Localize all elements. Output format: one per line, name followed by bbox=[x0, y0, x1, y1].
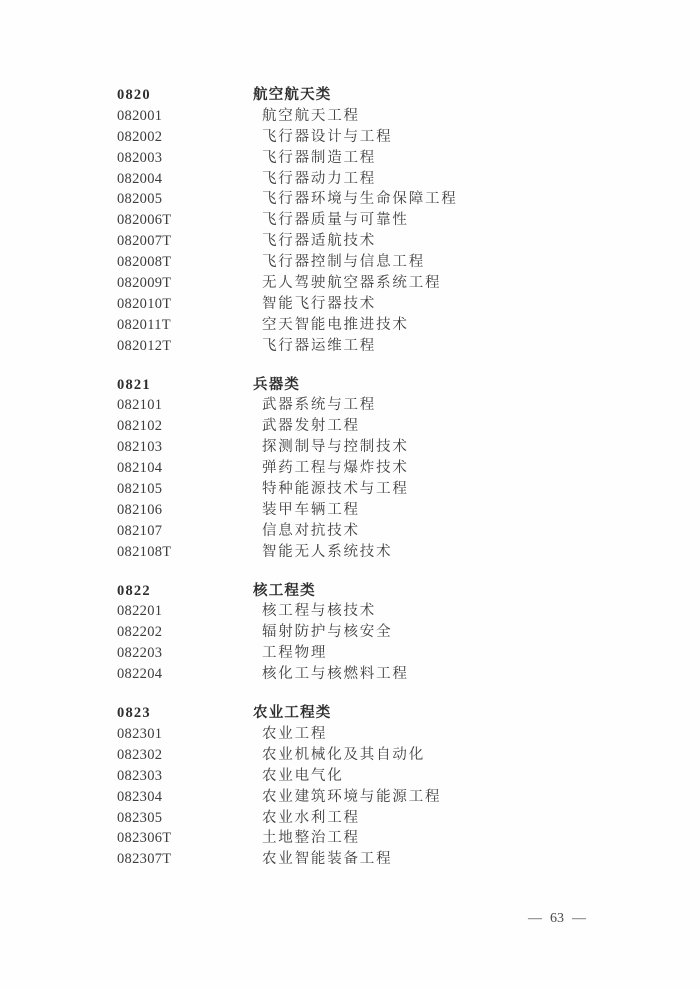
major-row-code: 082107 bbox=[117, 522, 163, 539]
major-row-code: 082106 bbox=[117, 501, 163, 518]
major-row bbox=[117, 148, 660, 169]
major-category-section bbox=[117, 85, 660, 357]
major-row bbox=[117, 273, 660, 294]
major-row-code: 082105 bbox=[117, 481, 163, 498]
major-row-name: 飞行器运维工程 bbox=[262, 337, 377, 354]
major-list bbox=[117, 85, 660, 888]
major-row bbox=[117, 395, 660, 416]
major-row bbox=[117, 601, 660, 622]
major-row-name: 空天智能电推进技术 bbox=[262, 316, 409, 333]
major-row bbox=[117, 127, 660, 148]
major-row-code: 082304 bbox=[117, 788, 163, 805]
major-row bbox=[117, 828, 660, 849]
major-row bbox=[117, 169, 660, 190]
major-row bbox=[117, 622, 660, 643]
major-row bbox=[117, 315, 660, 336]
major-row bbox=[117, 766, 660, 787]
category-row bbox=[117, 85, 660, 106]
major-row bbox=[117, 416, 660, 437]
major-category-section bbox=[117, 375, 660, 563]
major-row-name: 武器系统与工程 bbox=[262, 397, 377, 414]
major-row bbox=[117, 437, 660, 458]
major-row-name: 土地整治工程 bbox=[262, 830, 360, 847]
major-row-name: 飞行器控制与信息工程 bbox=[262, 254, 425, 271]
major-row-code: 082204 bbox=[117, 666, 163, 683]
major-row-name: 无人驾驶航空器系统工程 bbox=[262, 275, 442, 292]
major-row bbox=[117, 849, 660, 870]
major-row-code: 082203 bbox=[117, 645, 163, 662]
major-row bbox=[117, 787, 660, 808]
major-row-name: 信息对抗技术 bbox=[262, 522, 360, 539]
major-row-code: 082101 bbox=[117, 397, 163, 414]
major-row-code: 082004 bbox=[117, 170, 163, 187]
major-row-code: 082001 bbox=[117, 107, 163, 124]
major-row bbox=[117, 500, 660, 521]
major-row bbox=[117, 664, 660, 685]
major-row-code: 082006T bbox=[117, 212, 172, 229]
major-row-name: 航空航天工程 bbox=[262, 107, 360, 124]
major-row bbox=[117, 724, 660, 745]
major-row-name: 智能无人系统技术 bbox=[262, 543, 393, 560]
category-row-name: 核工程类 bbox=[253, 582, 316, 599]
major-row-code: 082002 bbox=[117, 128, 163, 145]
major-row bbox=[117, 294, 660, 315]
major-row bbox=[117, 745, 660, 766]
category-row-name: 农业工程类 bbox=[253, 705, 332, 722]
major-row-name: 飞行器适航技术 bbox=[262, 233, 377, 250]
major-category-section bbox=[117, 703, 660, 870]
footer-right-dash: — bbox=[572, 911, 586, 926]
major-row-name: 农业工程 bbox=[262, 725, 328, 742]
major-row-name: 工程物理 bbox=[262, 645, 328, 662]
footer-left-dash: — bbox=[528, 911, 542, 926]
major-row bbox=[117, 189, 660, 210]
major-row-name: 农业智能装备工程 bbox=[262, 851, 393, 868]
major-row-code: 082010T bbox=[117, 295, 172, 312]
major-row bbox=[117, 479, 660, 500]
major-row-code: 082104 bbox=[117, 460, 163, 477]
category-row-code: 0823 bbox=[117, 705, 151, 722]
major-row-code: 082201 bbox=[117, 603, 163, 620]
major-row-code: 082008T bbox=[117, 254, 172, 271]
major-row-name: 探测制导与控制技术 bbox=[262, 439, 409, 456]
major-row bbox=[117, 336, 660, 357]
major-row-code: 082305 bbox=[117, 809, 163, 826]
major-row bbox=[117, 106, 660, 127]
major-row-code: 082009T bbox=[117, 275, 172, 292]
major-row-name: 辐射防护与核安全 bbox=[262, 624, 393, 641]
major-row-code: 082108T bbox=[117, 543, 172, 560]
major-row-name: 农业机械化及其自动化 bbox=[262, 746, 425, 763]
major-row-code: 082302 bbox=[117, 746, 163, 763]
category-row bbox=[117, 703, 660, 724]
major-row-name: 装甲车辆工程 bbox=[262, 501, 360, 518]
major-row bbox=[117, 643, 660, 664]
major-row-name: 核工程与核技术 bbox=[262, 603, 377, 620]
major-row-code: 082102 bbox=[117, 418, 163, 435]
major-row-code: 082005 bbox=[117, 191, 163, 208]
major-row-name: 农业水利工程 bbox=[262, 809, 360, 826]
category-row-name: 航空航天类 bbox=[253, 87, 332, 103]
major-row-name: 飞行器制造工程 bbox=[262, 149, 377, 166]
page-number: 63 bbox=[550, 911, 564, 926]
major-row-code: 082306T bbox=[117, 830, 172, 847]
major-row bbox=[117, 521, 660, 542]
major-row-name: 飞行器设计与工程 bbox=[262, 128, 393, 145]
major-row-name: 飞行器质量与可靠性 bbox=[262, 212, 409, 229]
major-row bbox=[117, 252, 660, 273]
category-row bbox=[117, 581, 660, 602]
major-row-name: 飞行器动力工程 bbox=[262, 170, 377, 187]
major-row-code: 082007T bbox=[117, 233, 172, 250]
major-row-code: 082003 bbox=[117, 149, 163, 166]
category-row-name: 兵器类 bbox=[253, 376, 301, 393]
major-row-code: 082012T bbox=[117, 337, 172, 354]
major-row-code: 082303 bbox=[117, 767, 163, 784]
major-row-name: 农业电气化 bbox=[262, 767, 344, 784]
major-row-name: 核化工与核燃料工程 bbox=[262, 666, 409, 683]
major-row-name: 武器发射工程 bbox=[262, 418, 360, 435]
major-row-code: 082011T bbox=[117, 316, 171, 333]
major-category-section bbox=[117, 581, 660, 685]
major-row-name: 弹药工程与爆炸技术 bbox=[262, 460, 409, 477]
major-row-code: 082103 bbox=[117, 439, 163, 456]
major-row-name: 智能飞行器技术 bbox=[262, 295, 377, 312]
major-row bbox=[117, 458, 660, 479]
major-row bbox=[117, 210, 660, 231]
category-row-code: 0821 bbox=[117, 376, 151, 393]
major-row-name: 农业建筑环境与能源工程 bbox=[262, 788, 442, 805]
major-row bbox=[117, 808, 660, 829]
major-row bbox=[117, 231, 660, 252]
major-row-name: 特种能源技术与工程 bbox=[262, 481, 409, 498]
category-row bbox=[117, 375, 660, 396]
major-row-name: 飞行器环境与生命保障工程 bbox=[262, 191, 458, 208]
major-row-code: 082202 bbox=[117, 624, 163, 641]
page-number-block bbox=[528, 911, 586, 927]
category-row-code: 0822 bbox=[117, 582, 151, 599]
major-row-code: 082301 bbox=[117, 725, 163, 742]
major-row bbox=[117, 542, 660, 563]
category-row-code: 0820 bbox=[117, 87, 151, 103]
major-row-code: 082307T bbox=[117, 851, 172, 868]
